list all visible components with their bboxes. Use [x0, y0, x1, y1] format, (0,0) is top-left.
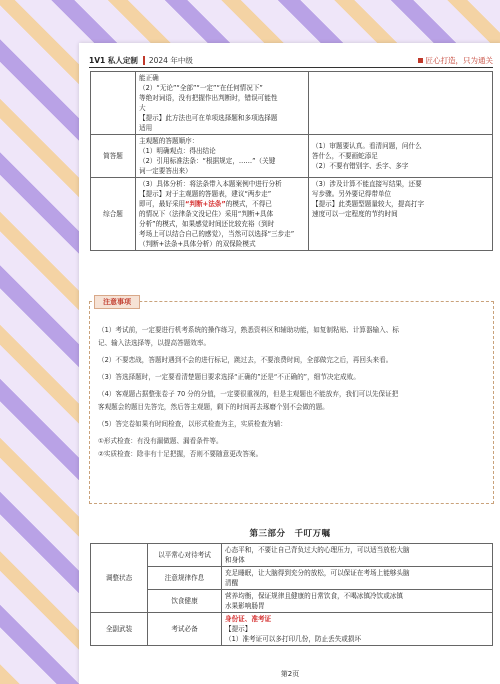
notice-item: （3）答选择题时，一定要看清楚题目要求选择“正确的”还是“不正确的”，细节决定成败。: [98, 373, 360, 381]
text-line: 【提示】对于主观题的答题表，建议“两步走”: [139, 190, 272, 198]
text-line: （1）审题要认真。看清问题，问什么: [312, 142, 422, 150]
table-row: [91, 544, 493, 567]
text-line: （1）考试前，一定要进行机考系统的操作练习，熟悉资料区和辅助功能，如复制粘贴、计算器输入、标: [98, 326, 399, 334]
table-row: [91, 72, 493, 135]
text-line: 【提示】此类题型题量较大，提高打字: [312, 200, 425, 208]
table-row: [91, 590, 493, 613]
subcategory-cell: 考试必备: [148, 613, 222, 646]
reminders-table: [90, 543, 493, 646]
subcategory-cell: 以平常心对待考试: [148, 544, 222, 567]
text-line: 心态平和，不要让自己背负过大的心理压力，可以适当放松大脑: [225, 546, 410, 554]
answer-methods-table: [90, 71, 493, 251]
text-line: 清醒: [225, 579, 239, 587]
page-number: 第2页: [280, 670, 300, 678]
section-title: 第三部分 千叮万嘱: [249, 529, 331, 539]
text-line: 等绝对词语，没有把握作出判断时，错误可能性: [139, 94, 278, 102]
notice-item: （2）不要恋战，答题时遇到不会的进行标记，跳过去，不要浪费时间，全部做完之后，再回头来看。: [98, 356, 393, 364]
text-line: 记、输入法选择等，以提高答题效率。: [98, 339, 211, 347]
text-segment: 的模式，不得已: [225, 200, 272, 208]
method-cell: [136, 135, 309, 178]
category-cell: 调整状态: [91, 544, 148, 613]
text-line: 的情况下（法律条文没记住）采用“判断+具体: [139, 210, 274, 218]
row-label-zonghe: 综合题: [91, 178, 136, 251]
text-line: 充足睡眠，让大脑得到充分的放松，可以保证在考场上能够头脑: [225, 569, 410, 577]
notice-item: [98, 324, 487, 350]
highlight-text: “判断+法条”: [185, 200, 226, 208]
text-line: 速度可以一定程度的节约时间: [312, 210, 398, 218]
notice-body: [98, 324, 487, 465]
text-line: 词一定要答出来）: [139, 167, 192, 175]
header-slogan: 匠心打造，只为通关: [425, 55, 493, 65]
subcategory-cell: 饮食健康: [148, 590, 222, 613]
row-label-jianda: 简答题: [91, 135, 136, 178]
page-header: [89, 53, 493, 68]
detail-cell: [222, 567, 493, 590]
text-line: （3）涉及计算不能直接写结果，还要: [312, 180, 422, 188]
detail-cell: [222, 590, 493, 613]
text-segment: 即可，最好采用: [139, 200, 186, 208]
text-line: 大: [139, 104, 146, 112]
text-line: （1）明确观点：得出结论: [139, 147, 216, 155]
notice-tag: 注意事项: [94, 295, 140, 309]
text-line: 【提示】此方法也可在单项选择题和多项选择题: [139, 114, 278, 122]
category-cell: 全副武装: [91, 613, 148, 646]
table-row: [91, 135, 493, 178]
table-row: [91, 613, 493, 646]
text-line: 客观题会的题目先答完，然后答主观题，剩下的时间再去琢磨个别不会做的题。: [98, 403, 329, 411]
notes-cell: [309, 72, 493, 135]
text-line: （3）具体分析：将法条带入本题案例中进行分析: [139, 180, 282, 188]
text-line: 考场上可以结合自己的感觉），当然可以选择“三步走”: [139, 230, 295, 238]
text-line: 和身体: [225, 556, 245, 564]
text-line: [139, 199, 305, 209]
document-page: [79, 43, 500, 684]
notes-cell: [309, 135, 493, 178]
text-line: （1）准考证可以多打印几份，防止丢失或损坏: [225, 635, 362, 643]
header-divider-bar: [143, 56, 145, 65]
text-line: （2）引用标准法条：“根据规定，……”（关键: [139, 157, 276, 165]
table-row: [91, 567, 493, 590]
detail-cell: [222, 544, 493, 567]
text-line: 写步骤。另外要记得带单位: [312, 190, 392, 198]
text-line: 营养均衡，保证规律且健康的日常饮食，不喝冰镇冷饮或冰镇: [225, 592, 404, 600]
text-line: 分析”的模式，如果感觉时间还比较充裕（到时: [139, 220, 275, 228]
text-line: 适用: [139, 124, 153, 132]
notice-item: [98, 388, 487, 414]
notes-cell: [309, 178, 493, 251]
text-line: 水果影响肠胃: [225, 602, 265, 610]
detail-cell: [222, 613, 493, 646]
method-cell: [136, 72, 309, 135]
highlight-text: 身份证、准考证: [225, 615, 272, 623]
notice-box: [89, 298, 494, 504]
text-line: （2）不要有错别字、丢字、多字: [312, 162, 409, 170]
text-line: 【提示】: [225, 625, 252, 633]
text-line: 主观题的答题顺序：: [139, 137, 199, 145]
text-line: 答什么，不要画蛇添足: [312, 152, 378, 160]
table-row: [91, 178, 493, 251]
text-line: （4）客观题占据整张卷子 70 分的分值，一定要很重视的，但是主观题也不能放弃，我们可以先保证把: [98, 390, 399, 398]
square-bullet-icon: [418, 58, 423, 63]
text-line: （判断+法条+具体分析）的双保险模式: [139, 240, 256, 248]
text-line: 能正确: [139, 74, 159, 82]
notice-item: ①形式检查：有没有漏做题、漏看条件等。: [98, 437, 223, 445]
exam-year: 2024 年中级: [148, 55, 193, 65]
row-label: [91, 72, 136, 135]
notice-item: ②实质检查：除非有十足把握，否则不要随意更改答案。: [98, 450, 263, 458]
brand-title: 1V1 私人定制: [89, 55, 138, 65]
subcategory-cell: 注意规律作息: [148, 567, 222, 590]
method-cell: [136, 178, 309, 251]
notice-item: （5）答完卷如果有时间检查，以形式检查为主，实质检查为辅：: [98, 420, 287, 428]
text-line: （2）“无论”“全部”“一定”“在任何情况下”: [139, 84, 263, 92]
